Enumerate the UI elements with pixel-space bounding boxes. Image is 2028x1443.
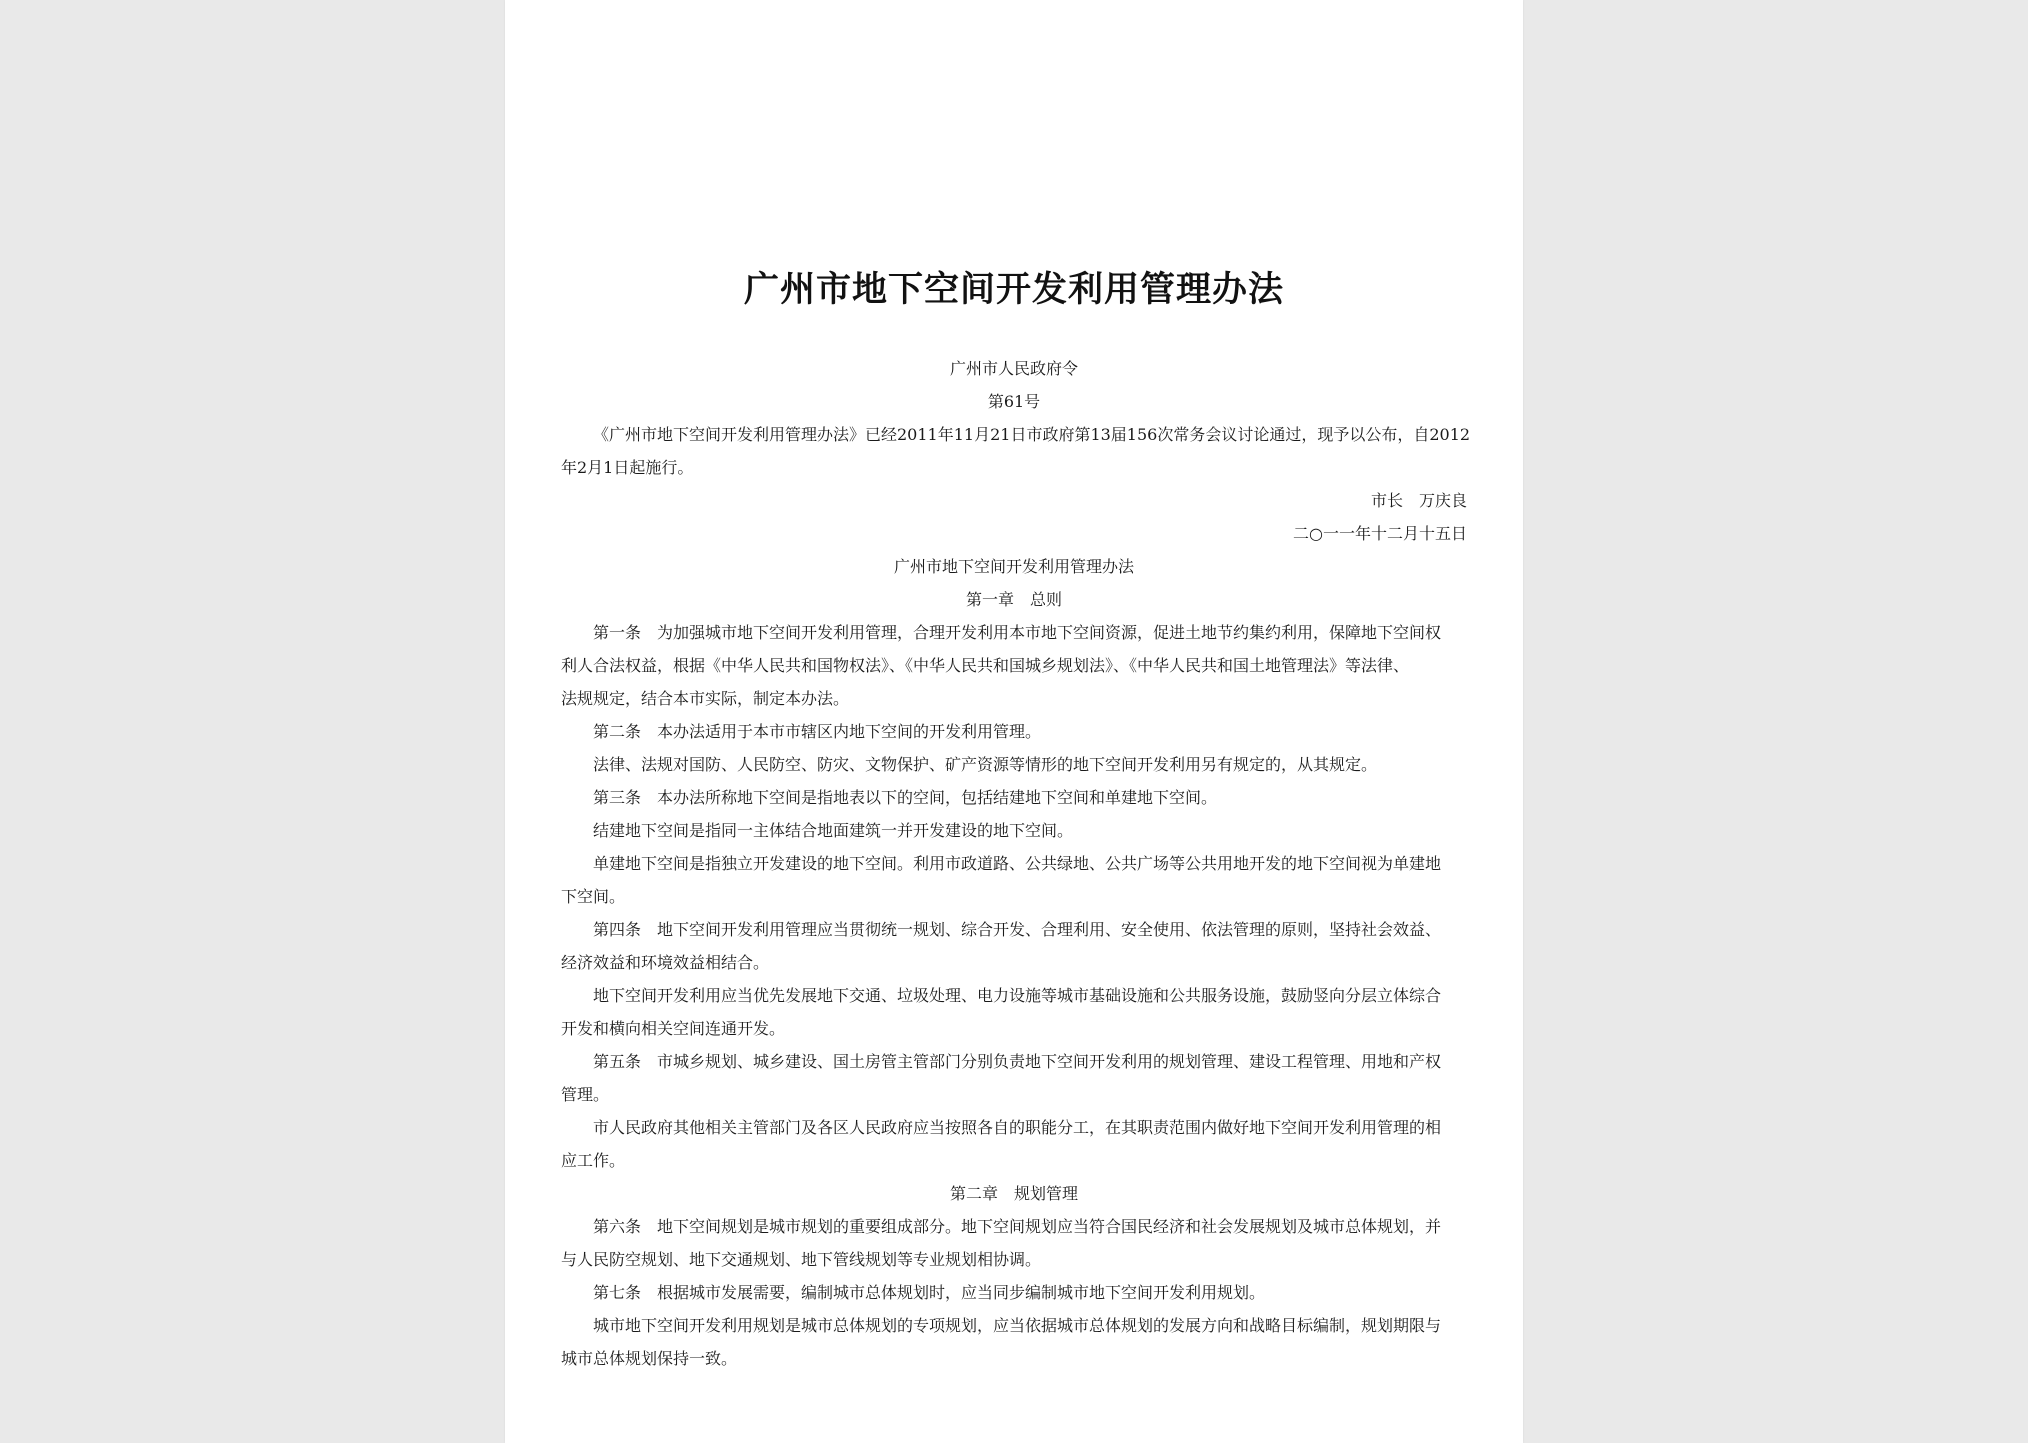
article-line: 开发和横向相关空间连通开发。 bbox=[561, 1019, 786, 1038]
document-body bbox=[561, 352, 1471, 1375]
article-text: 本办法适用于本市市辖区内地下空间的开发利用管理。 bbox=[657, 722, 1042, 741]
issue-date: 二○一一年十二月十五日 bbox=[1293, 524, 1467, 543]
mayor-signature: 市长 万庆良 bbox=[1370, 491, 1467, 510]
sub-title: 广州市地下空间开发利用管理办法 bbox=[893, 557, 1134, 576]
order-number: 第61号 bbox=[987, 392, 1041, 411]
article-label: 第四条 bbox=[593, 920, 642, 939]
article-label: 第六条 bbox=[593, 1217, 642, 1236]
article-3 bbox=[561, 781, 1467, 913]
article-line: 结建地下空间是指同一主体结合地面建筑一并开发建设的地下空间。 bbox=[593, 821, 1074, 840]
article-2 bbox=[561, 715, 1467, 781]
article-line: 法律、法规对国防、人民防空、防灾、文物保护、矿产资源等情形的地下空间开发利用另有规定的，从其规定。 bbox=[593, 755, 1378, 774]
article-5 bbox=[561, 1045, 1467, 1177]
promulgation-line: 年2月1日起施行。 bbox=[561, 458, 694, 477]
article-line: 与人民防空规划、地下交通规划、地下管线规划等专业规划相协调。 bbox=[561, 1250, 1042, 1269]
article-label: 第二条 bbox=[593, 722, 642, 741]
article-line: 地下空间开发利用应当优先发展地下交通、垃圾处理、电力设施等城市基础设施和公共服务设施，鼓励竖向分层立体综合 bbox=[593, 986, 1442, 1005]
article-label: 第三条 bbox=[593, 788, 642, 807]
article-line bbox=[561, 1210, 1467, 1243]
document-title: 广州市地下空间开发利用管理办法 bbox=[743, 269, 1284, 310]
article-7 bbox=[561, 1276, 1467, 1375]
article-line bbox=[561, 1045, 1467, 1078]
article-line bbox=[561, 781, 1467, 814]
article-label: 第一条 bbox=[593, 623, 642, 642]
order-issuer: 广州市人民政府令 bbox=[949, 359, 1078, 378]
article-line: 城市总体规划保持一致。 bbox=[561, 1349, 738, 1368]
promulgation-line: 《广州市地下空间开发利用管理办法》已经2011年11月21日市政府第13届156次常务会议讨论通过，现予以公布，自2012 bbox=[593, 425, 1471, 444]
article-text: 根据城市发展需要，编制城市总体规划时，应当同步编制城市地下空间开发利用规划。 bbox=[657, 1283, 1266, 1302]
article-text: 地下空间开发利用管理应当贯彻统一规划、综合开发、合理利用、安全使用、依法管理的原则，坚持社会效益、 bbox=[657, 920, 1442, 939]
document-page bbox=[505, 0, 1523, 1443]
article-4 bbox=[561, 913, 1467, 1045]
article-line bbox=[561, 1276, 1467, 1309]
article-1 bbox=[561, 616, 1467, 715]
article-line: 城市地下空间开发利用规划是城市总体规划的专项规划，应当依据城市总体规划的发展方向和战略目标编制，规划期限与 bbox=[593, 1316, 1442, 1335]
chapter-heading: 第一章 总则 bbox=[965, 590, 1062, 609]
article-line: 市人民政府其他相关主管部门及各区人民政府应当按照各自的职能分工，在其职责范围内做好地下空间开发利用管理的相 bbox=[593, 1118, 1442, 1137]
article-line bbox=[561, 616, 1467, 649]
article-line: 管理。 bbox=[561, 1085, 610, 1104]
article-line: 应工作。 bbox=[561, 1151, 626, 1170]
article-line: 经济效益和环境效益相结合。 bbox=[561, 953, 770, 972]
article-line: 法规规定，结合本市实际，制定本办法。 bbox=[561, 689, 850, 708]
article-line: 下空间。 bbox=[561, 887, 626, 906]
article-text: 地下空间规划是城市规划的重要组成部分。地下空间规划应当符合国民经济和社会发展规划及城市总体规划，并 bbox=[657, 1217, 1442, 1236]
article-line: 利人合法权益，根据《中华人民共和国物权法》、《中华人民共和国城乡规划法》、《中华人民共和国土地管理法》等法律、 bbox=[561, 656, 1410, 675]
article-label: 第七条 bbox=[593, 1283, 642, 1302]
article-line: 单建地下空间是指独立开发建设的地下空间。利用市政道路、公共绿地、公共广场等公共用地开发的地下空间视为单建地 bbox=[593, 854, 1442, 873]
article-line bbox=[561, 715, 1467, 748]
article-6 bbox=[561, 1210, 1467, 1276]
article-text: 本办法所称地下空间是指地表以下的空间，包括结建地下空间和单建地下空间。 bbox=[657, 788, 1218, 807]
article-text: 市城乡规划、城乡建设、国土房管主管部门分别负责地下空间开发利用的规划管理、建设工程管理、用地和产权 bbox=[657, 1052, 1442, 1071]
article-line bbox=[561, 913, 1467, 946]
article-text: 为加强城市地下空间开发利用管理，合理开发利用本市地下空间资源，促进土地节约集约利用，保障地下空间权 bbox=[657, 623, 1442, 642]
article-label: 第五条 bbox=[593, 1052, 642, 1071]
promulgation-paragraph bbox=[561, 418, 1471, 484]
chapter-heading: 第二章 规划管理 bbox=[949, 1184, 1078, 1203]
